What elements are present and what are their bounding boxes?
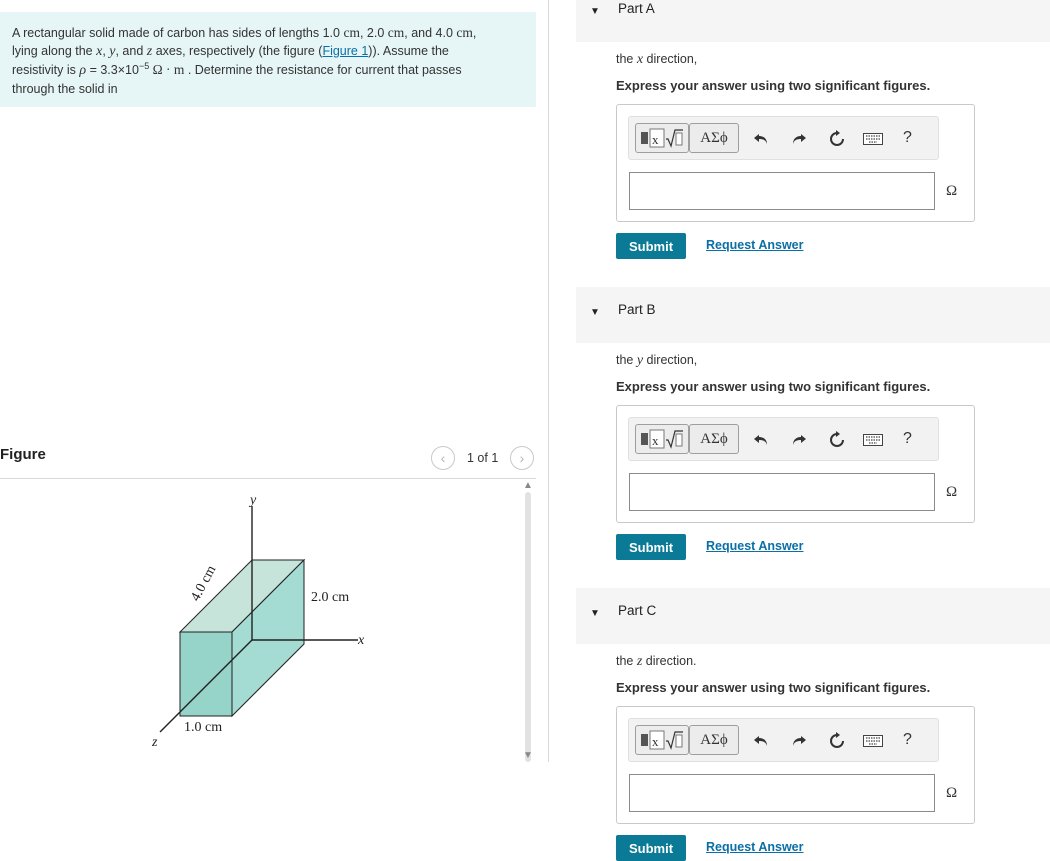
figure-divider [0,478,536,479]
part-title: Part A [618,1,655,16]
problem-line-4: through the solid in [12,82,118,96]
part-header[interactable] [576,588,1050,644]
greek-symbols-button[interactable]: ΑΣϕ [689,725,739,755]
math-toolbar [628,417,939,461]
part-direction [616,654,697,670]
column-divider [548,0,549,762]
collapse-caret-icon[interactable]: ▼ [590,6,600,17]
next-figure-button[interactable] [510,446,534,470]
var-z: z [146,44,153,59]
part-title: Part C [618,603,657,618]
direction-axis: x [636,52,644,67]
previous-figure-button[interactable] [431,446,455,470]
part-instruction: Express your answer using two significant figures. [616,78,931,93]
math-toolbar [628,718,939,762]
var-y: y [109,44,116,59]
unit-cm: cm [456,25,473,40]
var-x: x [96,44,103,59]
direction-text: the [616,52,637,66]
unit-cm: cm [343,25,360,40]
templates-button[interactable] [635,725,689,755]
help-button[interactable]: ? [903,430,912,447]
answer-box [616,405,975,523]
var-rho: ρ [79,63,87,78]
reset-icon[interactable] [827,129,847,149]
length-label-1cm: 1.0 cm [184,720,223,735]
unit-ohm-meter: Ω · m [149,62,185,77]
answer-box [616,706,975,824]
carbon-solid-figure [130,486,380,756]
answer-input[interactable] [629,473,935,511]
figure-scrollbar[interactable] [522,482,534,762]
part-header[interactable] [576,0,1050,42]
submit-button[interactable]: Submit [616,233,686,259]
figure-link[interactable]: Figure 1 [322,44,369,58]
problem-text: , and [115,44,147,58]
greek-symbols-button[interactable]: ΑΣϕ [689,424,739,454]
problem-text: , and 4.0 [404,26,457,40]
greek-symbols-button[interactable]: ΑΣϕ [689,123,739,153]
direction-text: the [616,353,637,367]
chevron-left-icon: ‹ [440,450,446,466]
exponent: −5 [138,60,150,71]
problem-text: = 3.3×10 [86,63,139,77]
part-direction [616,52,697,68]
scroll-down-icon[interactable]: ▼ [523,750,533,761]
problem-line-1 [12,24,524,42]
redo-icon[interactable] [789,129,809,149]
answer-box [616,104,975,222]
length-label-4cm: 4.0 cm [188,563,220,604]
unit-cm: cm [387,25,405,40]
part-header[interactable] [576,287,1050,343]
problem-text: resistivity is [12,63,80,77]
figure-heading: Figure [0,446,46,463]
problem-text: )). Assume the [368,44,449,58]
direction-text: direction, [643,52,698,66]
part-direction [616,353,697,369]
y-axis-label: y [250,493,257,508]
help-button[interactable]: ? [903,129,912,146]
direction-text: direction. [642,654,697,668]
templates-icon [640,729,684,751]
direction-axis: z [636,654,643,669]
submit-button[interactable]: Submit [616,534,686,560]
problem-text: , [472,26,477,40]
problem-text: . Determine the resistance for current that passes [184,63,462,77]
help-button[interactable]: ? [903,731,912,748]
templates-icon [640,127,684,149]
unit-ohm: Ω [946,484,958,500]
length-label-2cm: 2.0 cm [311,590,350,605]
math-toolbar [628,116,939,160]
answer-input[interactable] [629,774,935,812]
problem-text: A rectangular solid made of carbon has sides of lengths 1.0 [12,26,344,40]
direction-text: the [616,654,637,668]
x-axis-label: x [358,633,365,648]
problem-statement [0,12,536,107]
reset-icon[interactable] [827,731,847,751]
problem-text: , 2.0 [359,26,388,40]
answer-input[interactable] [629,172,935,210]
problem-line-2 [12,42,524,61]
unit-ohm: Ω [946,183,958,199]
redo-icon[interactable] [789,731,809,751]
request-answer-link[interactable]: Request Answer [706,238,804,252]
templates-icon [640,428,684,450]
request-answer-link[interactable]: Request Answer [706,840,804,854]
collapse-caret-icon[interactable]: ▼ [590,608,600,619]
direction-text: direction, [643,353,698,367]
redo-icon[interactable] [789,430,809,450]
undo-icon[interactable] [751,430,771,450]
scroll-up-icon[interactable]: ▲ [523,480,533,491]
chevron-right-icon: › [519,450,525,466]
svg-text:x: x [652,132,659,147]
keyboard-icon[interactable] [863,129,883,149]
unit-ohm: Ω [946,785,958,801]
part-instruction: Express your answer using two significant figures. [616,379,931,394]
keyboard-icon[interactable] [863,430,883,450]
templates-button[interactable] [635,123,689,153]
part-instruction: Express your answer using two significant figures. [616,680,931,695]
problem-line-3 [12,61,524,80]
z-axis-label: z [152,735,158,750]
svg-text:x: x [652,734,659,749]
undo-icon[interactable] [751,731,771,751]
problem-text: axes, respectively (the figure ( [152,44,323,58]
problem-text: , [102,44,110,58]
templates-button[interactable] [635,424,689,454]
svg-text:x: x [652,433,659,448]
request-answer-link[interactable]: Request Answer [706,539,804,553]
collapse-caret-icon[interactable]: ▼ [590,307,600,318]
keyboard-icon[interactable] [863,731,883,751]
undo-icon[interactable] [751,129,771,149]
problem-text: lying along the [12,44,97,58]
part-title: Part B [618,302,656,317]
figure-pager: 1 of 1 [467,451,499,465]
direction-axis: y [636,353,644,368]
scrollbar-thumb[interactable] [525,492,531,762]
submit-button[interactable]: Submit [616,835,686,861]
reset-icon[interactable] [827,430,847,450]
